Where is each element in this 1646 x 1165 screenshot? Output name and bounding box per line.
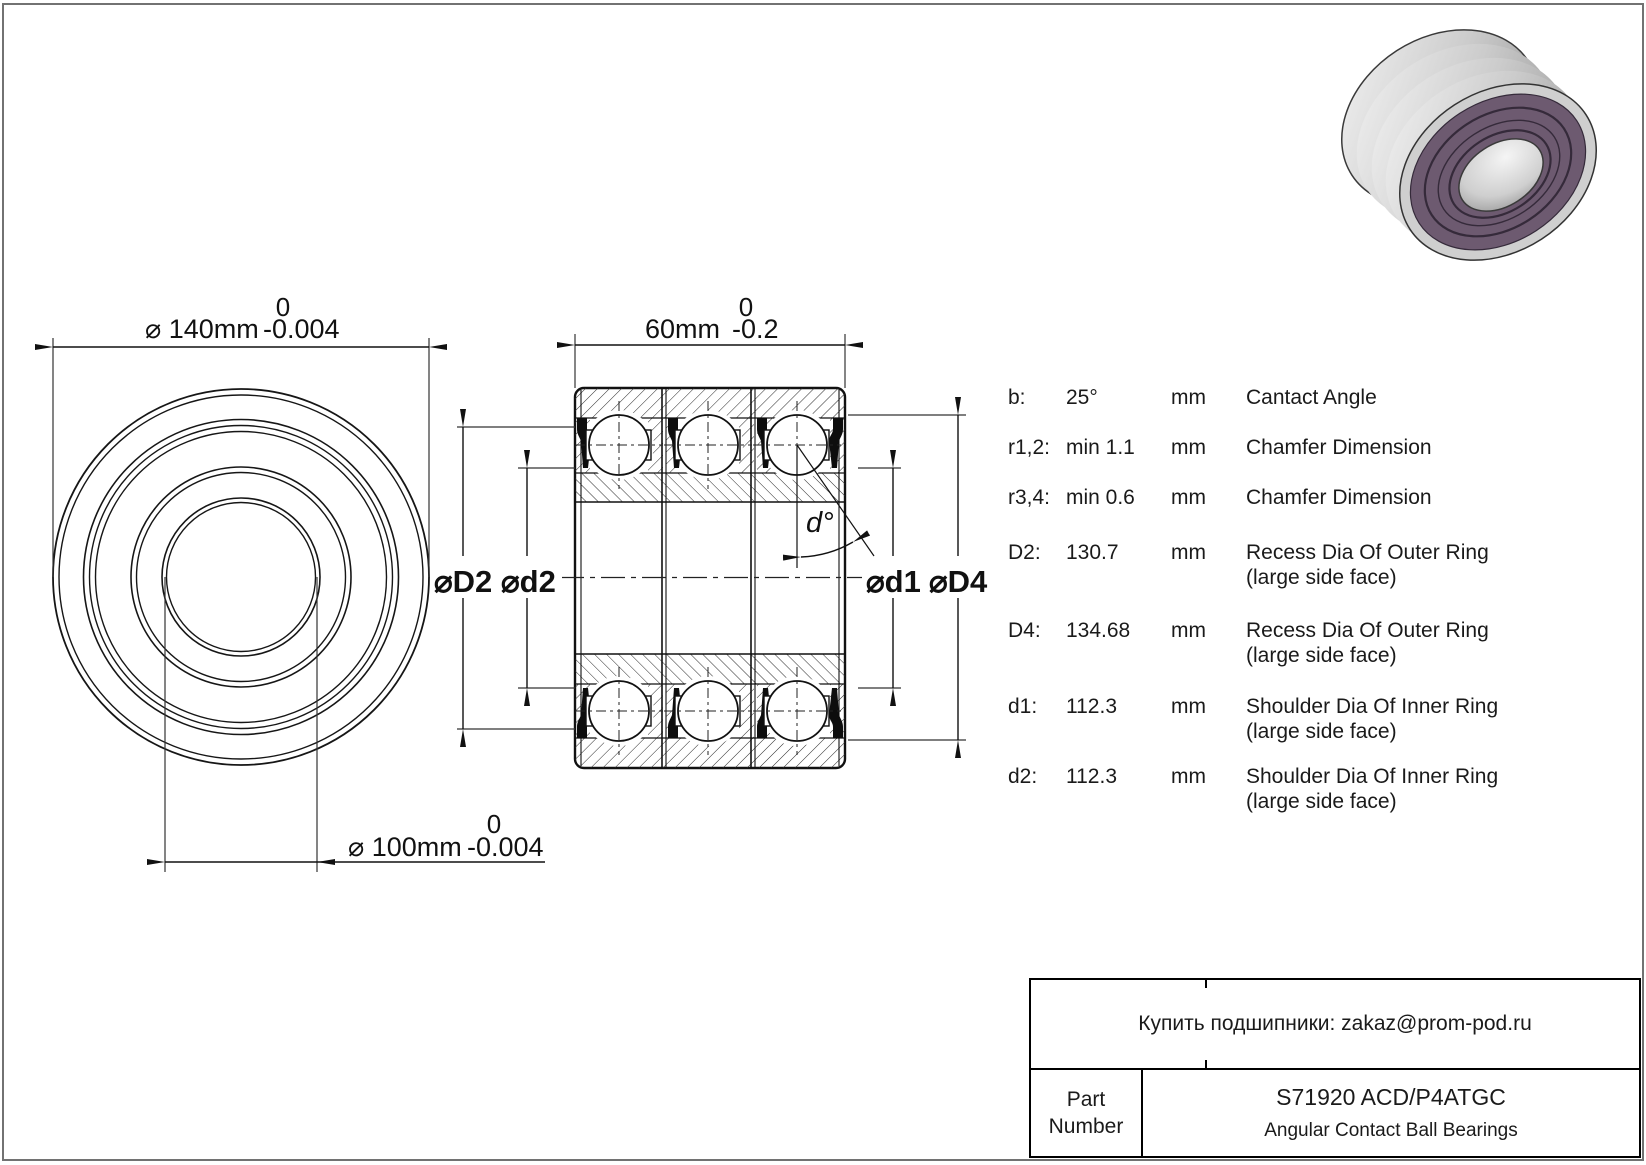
spec-desc: Shoulder Dia Of Inner Ring (large side face) bbox=[1246, 695, 1499, 743]
spec-unit: mm bbox=[1171, 486, 1206, 509]
label-d1: ⌀d1 bbox=[866, 564, 921, 599]
spec-param: d1: bbox=[1008, 695, 1038, 718]
title-block bbox=[1029, 978, 1641, 1158]
spec-value: 112.3 bbox=[1066, 695, 1117, 718]
spec-unit: mm bbox=[1171, 541, 1206, 564]
spec-param: b: bbox=[1008, 386, 1026, 409]
spec-value: min 1.1 bbox=[1066, 436, 1135, 459]
width-tolerance-lower: -0.2 bbox=[732, 314, 779, 344]
spec-value: 25° bbox=[1066, 386, 1098, 409]
spec-value: min 0.6 bbox=[1066, 486, 1135, 509]
spec-param: r1,2: bbox=[1008, 436, 1051, 459]
spec-param: r3,4: bbox=[1008, 486, 1051, 509]
bore-circle bbox=[162, 498, 320, 656]
bore-dimension bbox=[165, 577, 545, 872]
spec-value: 130.7 bbox=[1066, 541, 1119, 564]
d1-dimension bbox=[858, 468, 925, 688]
width-dimension bbox=[575, 292, 845, 388]
outer-diameter-circle bbox=[53, 389, 429, 765]
od-tolerance-upper: 0 bbox=[275, 292, 291, 322]
part-row bbox=[1031, 1070, 1639, 1156]
spec-param: D4: bbox=[1008, 619, 1041, 642]
od-dimension bbox=[53, 292, 429, 577]
bearing-photo bbox=[1308, 0, 1629, 296]
part-number-cell bbox=[1143, 1070, 1639, 1156]
spec-param: d2: bbox=[1008, 765, 1038, 788]
spec-desc: Cantact Angle bbox=[1246, 386, 1377, 409]
spec-value: 134.68 bbox=[1066, 619, 1131, 642]
part-number-label-cell bbox=[1031, 1070, 1143, 1156]
label-D2: ⌀D2 bbox=[434, 564, 493, 599]
label-D4: ⌀D4 bbox=[929, 564, 988, 599]
spec-value: 112.3 bbox=[1066, 765, 1117, 788]
contact-text: Купить подшипники: zakaz@prom-pod.ru bbox=[1138, 1012, 1532, 1035]
spec-desc: Shoulder Dia Of Inner Ring (large side face) bbox=[1246, 765, 1499, 813]
bore-tolerance-lower: -0.004 bbox=[467, 832, 544, 862]
section-view bbox=[560, 388, 862, 768]
bore-tolerance-upper: 0 bbox=[486, 809, 502, 839]
spec-param: D2: bbox=[1008, 541, 1041, 564]
front-view bbox=[53, 389, 429, 765]
spec-desc: Recess Dia Of Outer Ring (large side face) bbox=[1246, 541, 1489, 589]
inner-ring-shoulder-circle bbox=[131, 467, 351, 687]
width-dimension-text: 60mm bbox=[645, 314, 721, 344]
bearing-category: Angular Contact Ball Bearings bbox=[1264, 1120, 1518, 1141]
spec-unit: mm bbox=[1171, 436, 1206, 459]
spec-unit: mm bbox=[1171, 619, 1206, 642]
spec-desc: Chamfer Dimension bbox=[1246, 436, 1432, 459]
part-label-line1: Part bbox=[1066, 1088, 1106, 1111]
part-number: S71920 ACD/P4ATGC bbox=[1276, 1084, 1506, 1110]
spec-unit: mm bbox=[1171, 695, 1206, 718]
spec-unit: mm bbox=[1171, 386, 1206, 409]
label-contact-angle: d° bbox=[806, 507, 834, 539]
width-tolerance-upper: 0 bbox=[738, 292, 754, 322]
contact-row bbox=[1031, 980, 1639, 1070]
spec-desc: Chamfer Dimension bbox=[1246, 486, 1432, 509]
od-tolerance-lower: -0.004 bbox=[263, 314, 340, 344]
od-dimension-text: ⌀ 140mm bbox=[145, 314, 259, 344]
spec-desc: Recess Dia Of Outer Ring (large side face) bbox=[1246, 619, 1489, 667]
spec-unit: mm bbox=[1171, 765, 1206, 788]
label-d2: ⌀d2 bbox=[501, 564, 556, 599]
bore-dimension-text: ⌀ 100mm bbox=[348, 832, 462, 862]
seal-circle bbox=[96, 432, 387, 723]
part-label-line2: Number bbox=[1048, 1115, 1124, 1138]
